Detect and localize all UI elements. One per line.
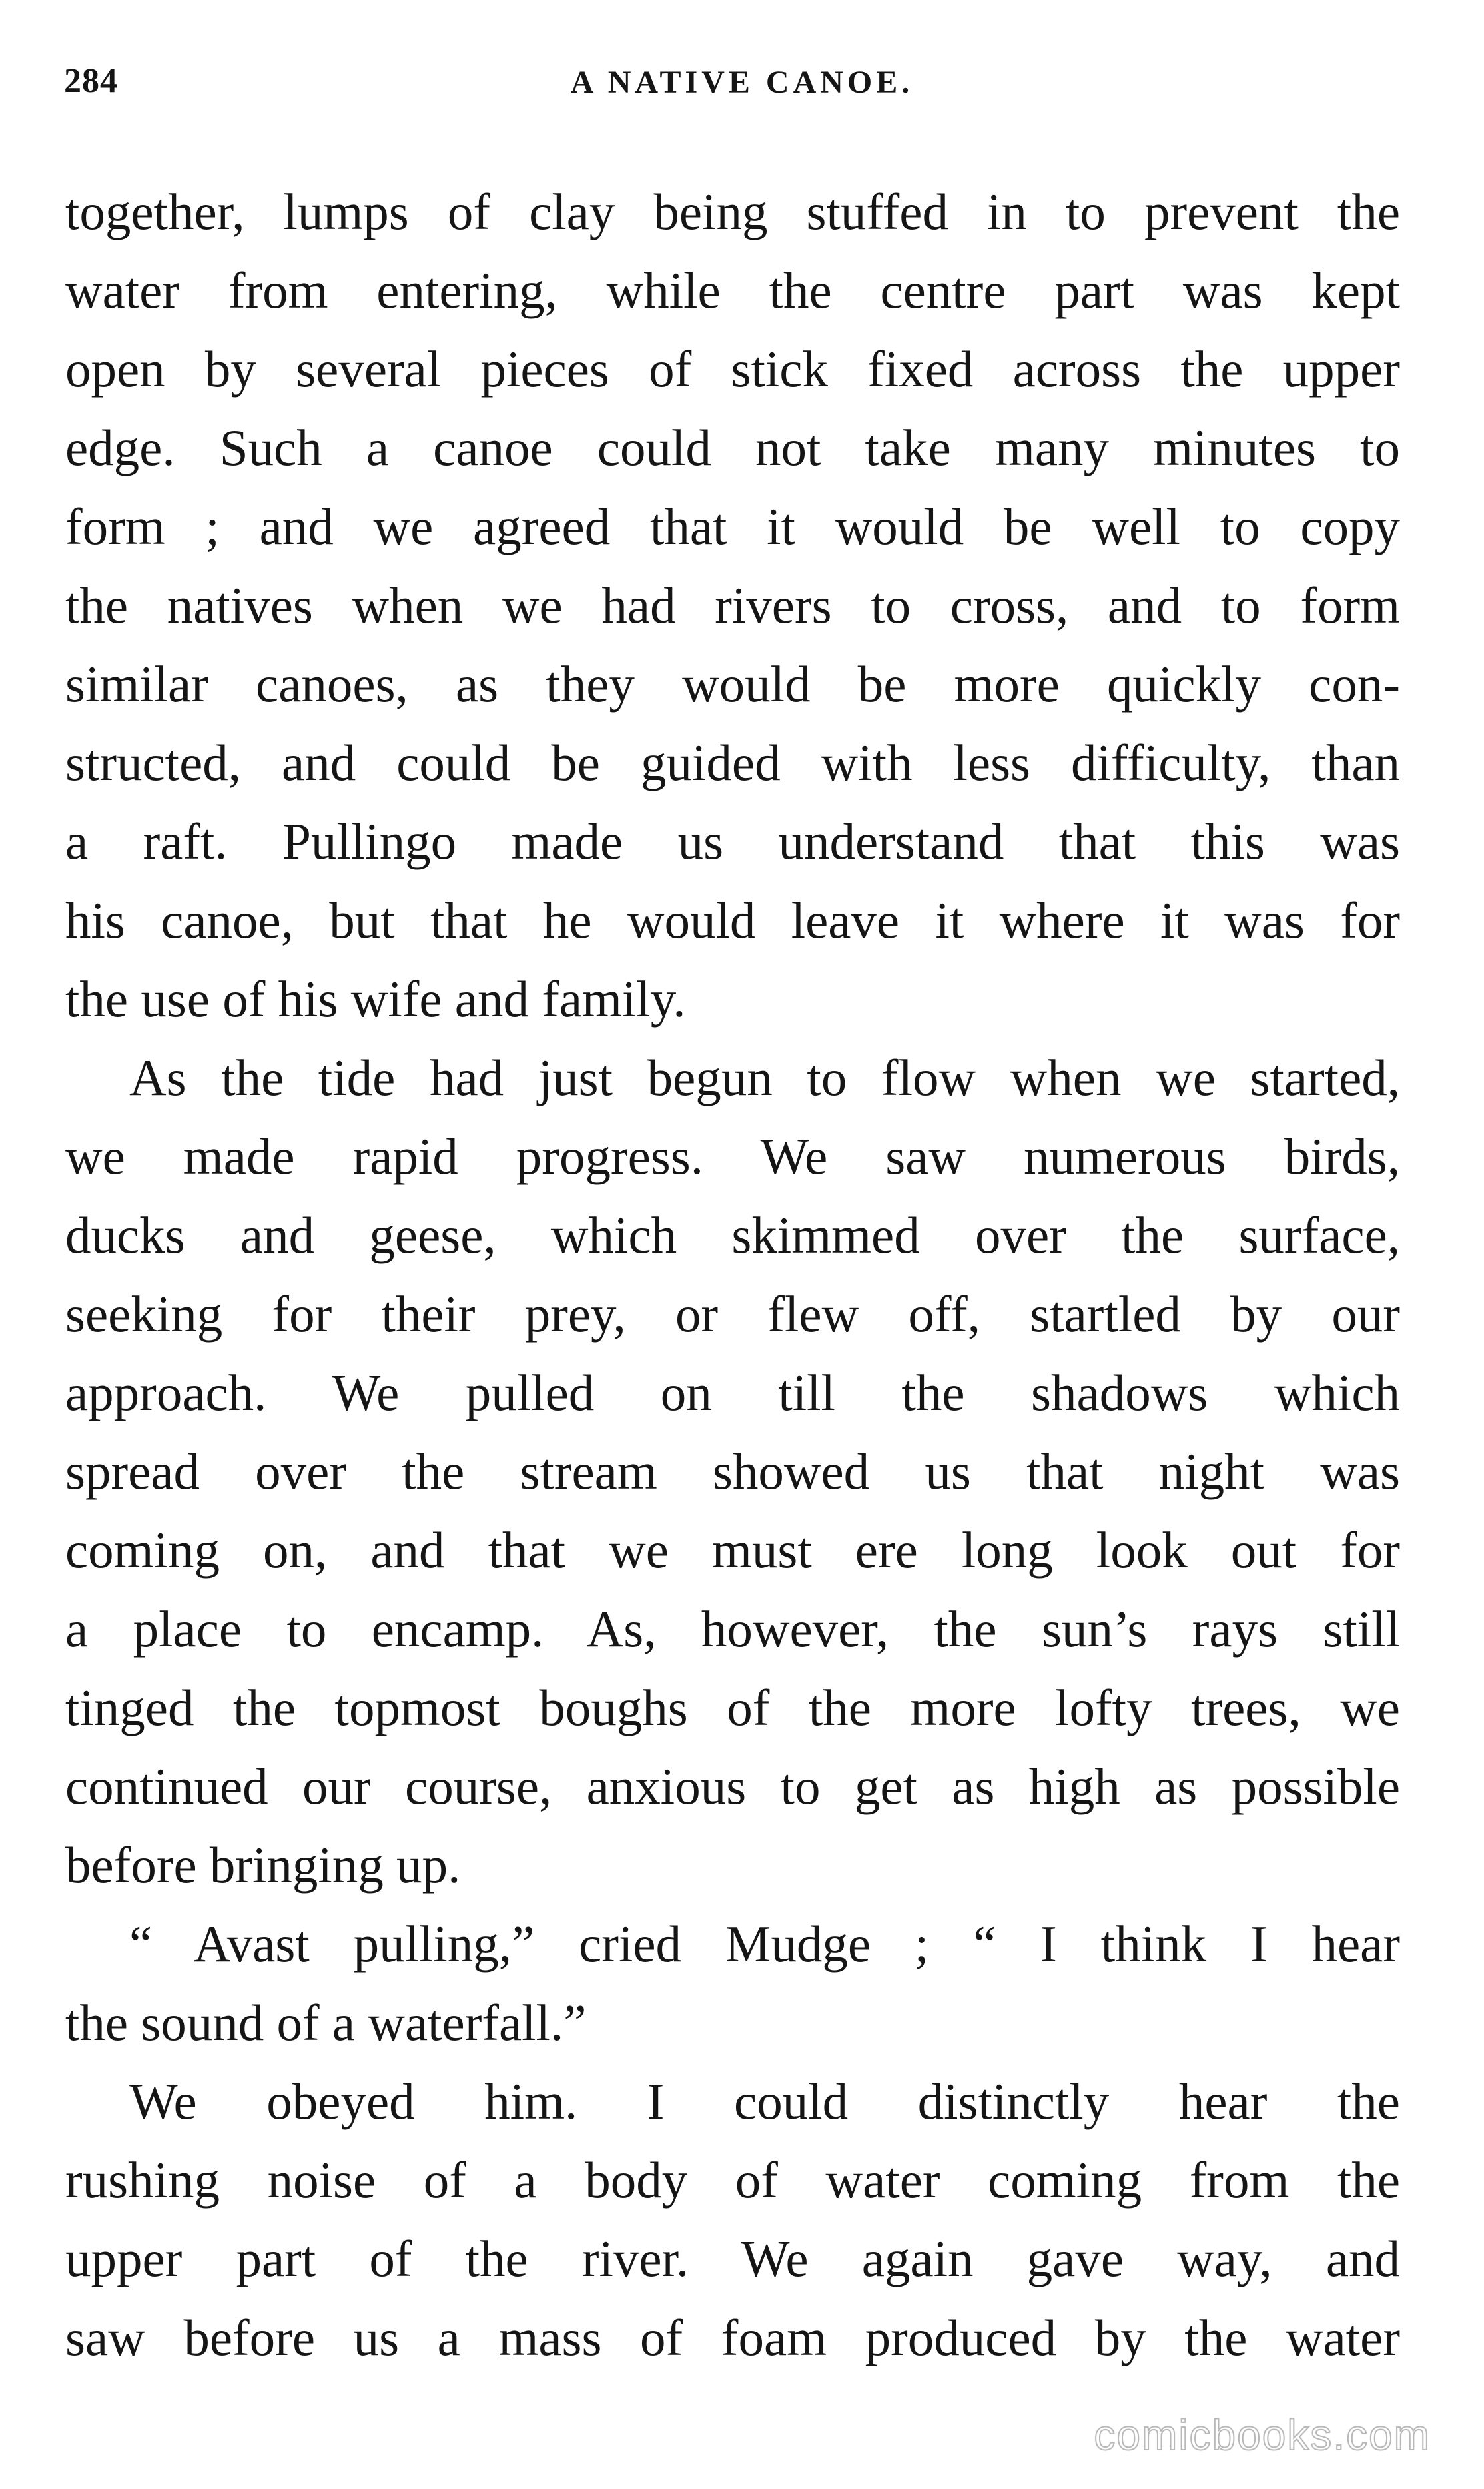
text-line: seeking for their prey, or flew off, startled by our — [65, 1285, 1400, 1343]
text-line: a place to encamp. As, however, the sun’s rays still — [65, 1600, 1400, 1658]
page-header — [64, 61, 1420, 115]
text-line: similar canoes, as they would be more quickly con- — [65, 655, 1400, 713]
text-line: As the tide had just begun to flow when we started, — [129, 1049, 1400, 1106]
text-line: his canoe, but that he would leave it where it was for — [65, 892, 1400, 949]
text-line: form ; and we agreed that it would be well to copy — [65, 498, 1400, 555]
text-line: together, lumps of clay being stuffed in to prevent the — [65, 183, 1400, 240]
text-line: the natives when we had rivers to cross, and to form — [65, 577, 1400, 634]
text-line: ducks and geese, which skimmed over the surface, — [65, 1206, 1400, 1264]
text-line: upper part of the river. We again gave way, and — [65, 2230, 1400, 2287]
paragraph — [65, 1038, 1400, 1904]
text-line: tinged the topmost boughs of the more lofty trees, we — [65, 1679, 1400, 1736]
text-line: coming on, and that we must ere long look out for — [65, 1521, 1400, 1579]
text-line: structed, and could be guided with less difficulty, than — [65, 734, 1400, 791]
text-line: open by several pieces of stick fixed across the upper — [65, 340, 1400, 398]
text-line: “ Avast pulling,” cried Mudge ; “ I think I hear — [129, 1915, 1400, 1973]
paragraph — [65, 172, 1400, 1038]
text-line: saw before us a mass of foam produced by the water — [65, 2309, 1400, 2366]
text-line: before bringing up. — [65, 1836, 461, 1894]
text-line: edge. Such a canoe could not take many minutes to — [65, 419, 1400, 476]
text-line: rushing noise of a body of water coming from the — [65, 2151, 1400, 2209]
text-line: spread over the stream showed us that night was — [65, 1443, 1400, 1500]
page-number: 284 — [64, 62, 118, 100]
text-line: We obeyed him. I could distinctly hear the — [129, 2073, 1400, 2130]
text-line: we made rapid progress. We saw numerous birds, — [65, 1128, 1400, 1185]
text-line: the use of his wife and family. — [65, 970, 686, 1028]
body-text — [65, 172, 1400, 2377]
text-line: water from entering, while the centre part was kept — [65, 262, 1400, 319]
paragraph — [65, 1904, 1400, 2062]
paragraph — [65, 2062, 1400, 2377]
running-title: A NATIVE CANOE. — [570, 65, 914, 100]
text-line: approach. We pulled on till the shadows which — [65, 1364, 1400, 1421]
watermark: comicbooks.com — [1094, 2411, 1431, 2459]
text-line: the sound of a waterfall.” — [65, 1994, 587, 2051]
text-line: a raft. Pullingo made us understand that this was — [65, 813, 1400, 870]
text-line: continued our course, anxious to get as high as possible — [65, 1758, 1400, 1815]
